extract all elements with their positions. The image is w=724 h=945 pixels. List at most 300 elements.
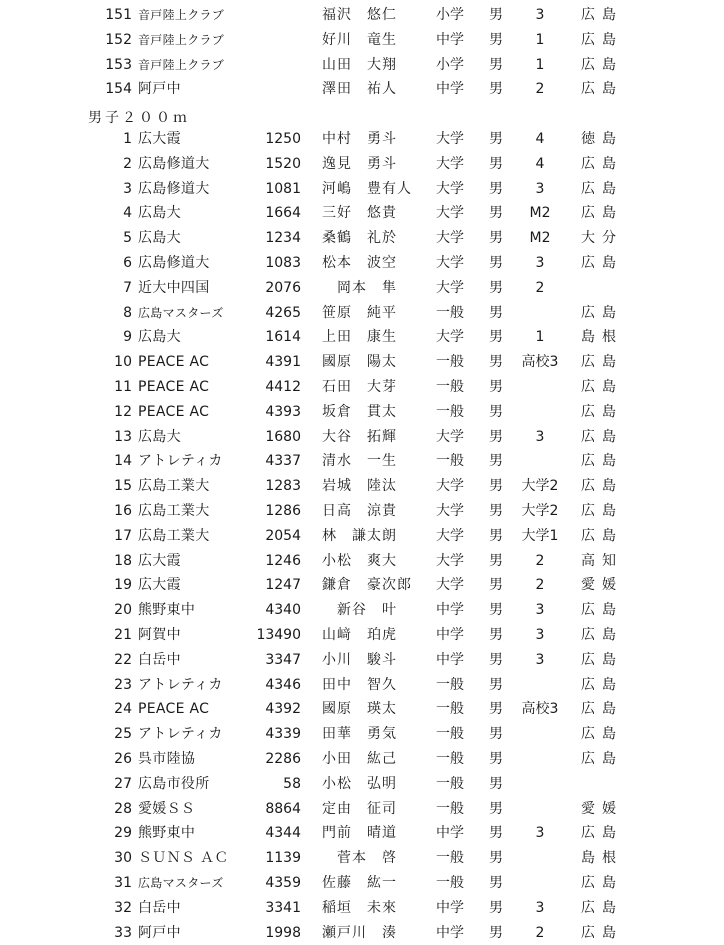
entry-number: 13: [114, 428, 132, 445]
prefecture: 広島: [581, 527, 623, 544]
athlete-name: 國原 陽太: [322, 354, 397, 371]
registration-id: 1286: [265, 503, 301, 519]
registration-id: 4392: [265, 701, 301, 718]
category: 中学: [436, 81, 464, 98]
athlete-name: 稲垣 未來: [322, 899, 397, 916]
sex: 男: [489, 230, 503, 247]
sex: 男: [489, 825, 503, 842]
table-row: [0, 623, 724, 647]
athlete-name: 門前 晴道: [322, 825, 397, 842]
prefecture: 広島: [581, 428, 623, 445]
grade: 大学2: [521, 503, 559, 519]
team-name: 広島工業大: [138, 478, 210, 495]
sex: 男: [489, 775, 503, 792]
grade: 3: [535, 7, 545, 23]
team-name: アトレティカ: [138, 726, 223, 743]
entry-number: 153: [105, 56, 132, 73]
registration-id: 13490: [256, 627, 301, 643]
entry-number: 29: [114, 825, 132, 842]
entry-number: 16: [114, 503, 132, 519]
entry-number: 151: [105, 7, 132, 23]
table-row: [0, 177, 724, 201]
athlete-name: 三好 悠貴: [322, 205, 397, 222]
table-row: [0, 499, 724, 523]
table-row: [0, 152, 724, 176]
table-row: [0, 772, 724, 796]
team-name: 阿戸中: [138, 924, 181, 941]
registration-id: 1250: [265, 131, 301, 147]
sex: 男: [489, 7, 503, 23]
entry-number: 1: [123, 131, 132, 147]
athlete-name: 小川 駿斗: [322, 651, 397, 668]
registration-id: 4340: [265, 602, 301, 619]
athlete-name: 國原 瑛太: [322, 701, 397, 718]
registration-id: 4339: [265, 726, 301, 743]
athlete-name: 小松 弘明: [322, 775, 397, 792]
sex: 男: [489, 552, 503, 569]
entry-number: 22: [114, 651, 132, 668]
team-name: 広大霞: [138, 131, 181, 147]
team-name: 音戸陸上クラブ: [138, 32, 225, 47]
grade: 高校3: [521, 354, 559, 371]
prefecture: 広島: [581, 403, 623, 420]
team-name: 阿賀中: [138, 627, 181, 643]
grade: 3: [535, 899, 545, 916]
grade: 3: [535, 255, 545, 271]
registration-id: 1283: [265, 478, 301, 495]
team-name: 広島大: [138, 205, 181, 222]
prefecture: 広島: [581, 726, 623, 743]
entry-number: 15: [114, 478, 132, 495]
prefecture: 広島: [581, 56, 623, 73]
prefecture: 徳島: [581, 131, 623, 147]
entry-number: 31: [114, 875, 132, 891]
prefecture: 広島: [581, 155, 623, 172]
category: 大学: [436, 279, 464, 296]
registration-id: 1234: [265, 230, 301, 247]
athlete-name: 新谷 叶: [322, 602, 397, 619]
registration-id: 1247: [265, 577, 301, 594]
registration-id: 1680: [265, 428, 301, 445]
entry-number: 5: [123, 230, 132, 247]
entry-number: 12: [114, 403, 132, 420]
athlete-name: 中村 勇斗: [322, 131, 397, 147]
table-row: [0, 846, 724, 870]
table-row: [0, 474, 724, 498]
table-row: [0, 549, 724, 573]
entry-number: 19: [114, 577, 132, 594]
sex: 男: [489, 180, 503, 197]
category: 小学: [436, 7, 464, 23]
category: 一般: [436, 775, 464, 792]
team-name: 熊野東中: [138, 602, 196, 619]
table-row: [0, 226, 724, 250]
sex: 男: [489, 354, 503, 371]
category: 中学: [436, 602, 464, 619]
grade: 1: [535, 329, 545, 346]
category: 一般: [436, 354, 464, 371]
entry-number: 8: [123, 304, 132, 321]
entry-number: 20: [114, 602, 132, 619]
table-row: [0, 573, 724, 597]
team-name: 広島大: [138, 230, 181, 247]
prefecture: 広島: [581, 875, 623, 891]
sex: 男: [489, 131, 503, 147]
entry-number: 25: [114, 726, 132, 743]
table-row: [0, 53, 724, 77]
sex: 男: [489, 726, 503, 743]
prefecture: 広島: [581, 379, 623, 395]
prefecture: 広島: [581, 453, 623, 470]
section-title-men-200m: 男子２００ｍ: [88, 110, 190, 126]
table-row: [0, 921, 724, 945]
grade: 4: [535, 131, 545, 147]
table-row: [0, 127, 724, 151]
grade: 3: [535, 627, 545, 643]
registration-id: 3347: [265, 651, 301, 668]
prefecture: 広島: [581, 180, 623, 197]
registration-id: 4346: [265, 676, 301, 693]
registration-id: 4359: [265, 875, 301, 891]
sex: 男: [489, 379, 503, 395]
athlete-name: 鎌倉 豪次郎: [322, 577, 412, 594]
table-row: [0, 747, 724, 771]
registration-id: 1998: [265, 924, 301, 941]
athlete-name: 逸見 勇斗: [322, 155, 397, 172]
category: 中学: [436, 825, 464, 842]
category: 中学: [436, 899, 464, 916]
sex: 男: [489, 56, 503, 73]
sex: 男: [489, 627, 503, 643]
team-name: 音戸陸上クラブ: [138, 57, 225, 72]
prefecture: 広島: [581, 924, 623, 941]
team-name: PEACE AC: [138, 379, 210, 395]
athlete-name: 定由 征司: [322, 800, 397, 817]
registration-id: 8864: [265, 800, 301, 817]
category: 一般: [436, 453, 464, 470]
team-name: アトレティカ: [138, 676, 223, 693]
category: 一般: [436, 701, 464, 718]
team-name: PEACE AC: [138, 701, 210, 718]
sex: 男: [489, 850, 503, 867]
athlete-name: 河嶋 豊有人: [322, 180, 412, 197]
entry-number: 30: [114, 850, 132, 867]
team-name: 広島マスターズ: [138, 876, 224, 890]
grade: M2: [529, 205, 551, 222]
grade: 2: [535, 577, 545, 594]
grade: 1: [535, 56, 545, 73]
prefecture: 広島: [581, 7, 623, 23]
entry-number: 33: [114, 924, 132, 941]
sex: 男: [489, 428, 503, 445]
prefecture: 広島: [581, 751, 623, 767]
team-name: 呉市陸協: [138, 751, 196, 767]
category: 一般: [436, 875, 464, 891]
registration-id: 2054: [265, 527, 301, 544]
prefecture: 広島: [581, 899, 623, 916]
category: 小学: [436, 56, 464, 73]
team-name: アトレティカ: [138, 453, 223, 470]
prefecture: 島根: [581, 329, 623, 346]
grade: M2: [529, 230, 551, 247]
team-name: 広島工業大: [138, 527, 210, 544]
team-name: 広島修道大: [138, 180, 210, 197]
prefecture: 広島: [581, 354, 623, 371]
athlete-name: 小松 爽大: [322, 552, 397, 569]
sex: 男: [489, 31, 503, 48]
athlete-name: 澤田 祐人: [322, 81, 397, 98]
team-name: 広島大: [138, 329, 181, 346]
athlete-name: 坂倉 貫太: [322, 403, 397, 420]
grade: 3: [535, 428, 545, 445]
category: 大学: [436, 230, 464, 247]
sex: 男: [489, 875, 503, 891]
athlete-name: 田中 智久: [322, 676, 397, 693]
sex: 男: [489, 800, 503, 817]
category: 一般: [436, 800, 464, 817]
grade: 高校3: [521, 701, 559, 718]
team-name: 広島市役所: [138, 775, 210, 792]
category: 大学: [436, 527, 464, 544]
table-row: [0, 797, 724, 821]
team-name: PEACE AC: [138, 403, 210, 420]
athlete-name: 松本 波空: [322, 255, 397, 271]
table-row: [0, 400, 724, 424]
prefecture: 広島: [581, 602, 623, 619]
grade: 4: [535, 155, 545, 172]
entry-number: 28: [114, 800, 132, 817]
grade: 2: [535, 279, 545, 296]
team-name: PEACE AC: [138, 354, 210, 371]
entry-number: 23: [114, 676, 132, 693]
prefecture: 広島: [581, 81, 623, 98]
prefecture: 広島: [581, 205, 623, 222]
team-name: 熊野東中: [138, 825, 196, 842]
athlete-name: 佐藤 紘一: [322, 875, 397, 891]
category: 大学: [436, 428, 464, 445]
athlete-name: 清水 一生: [322, 453, 397, 470]
sex: 男: [489, 205, 503, 222]
prefecture: 広島: [581, 825, 623, 842]
sex: 男: [489, 403, 503, 420]
table-row: [0, 28, 724, 52]
team-name: 阿戸中: [138, 81, 181, 98]
grade: 2: [535, 81, 545, 98]
sex: 男: [489, 503, 503, 519]
athlete-name: 福沢 悠仁: [322, 7, 397, 23]
prefecture: 島根: [581, 850, 623, 867]
category: 大学: [436, 205, 464, 222]
prefecture: 高知: [581, 552, 623, 569]
team-name: 広大霞: [138, 552, 181, 569]
team-name: ＳＵＮＳ ＡＣ: [138, 850, 229, 867]
team-name: 愛媛ＳＳ: [138, 800, 196, 817]
athlete-name: 田華 勇気: [322, 726, 397, 743]
table-row: [0, 648, 724, 672]
table-row: [0, 673, 724, 697]
table-row: [0, 871, 724, 895]
prefecture: 広島: [581, 255, 623, 271]
category: 一般: [436, 850, 464, 867]
category: 大学: [436, 503, 464, 519]
sex: 男: [489, 329, 503, 346]
sex: 男: [489, 701, 503, 718]
sex: 男: [489, 155, 503, 172]
athlete-name: 好川 竜生: [322, 31, 397, 48]
registration-id: 4265: [265, 304, 301, 321]
category: 一般: [436, 726, 464, 743]
prefecture: 広島: [581, 651, 623, 668]
sex: 男: [489, 577, 503, 594]
team-name: 広島工業大: [138, 503, 210, 519]
athlete-name: 桑鶴 礼於: [322, 230, 397, 247]
sex: 男: [489, 279, 503, 296]
entry-number: 4: [123, 205, 132, 222]
team-name: 広島マスターズ: [138, 305, 224, 320]
table-row: [0, 598, 724, 622]
category: 大学: [436, 155, 464, 172]
category: 大学: [436, 577, 464, 594]
athlete-name: 石田 大芽: [322, 379, 397, 395]
category: 一般: [436, 304, 464, 321]
entry-number: 9: [123, 329, 132, 346]
sex: 男: [489, 453, 503, 470]
registration-id: 1664: [265, 205, 301, 222]
prefecture: 愛媛: [581, 800, 623, 817]
registration-id: 58: [283, 775, 301, 792]
team-name: 白岳中: [138, 651, 181, 668]
grade: 2: [535, 924, 545, 941]
table-row: [0, 276, 724, 300]
category: 中学: [436, 31, 464, 48]
table-row: [0, 301, 724, 325]
athlete-name: 林 謙太朗: [322, 527, 397, 544]
prefecture: 広島: [581, 503, 623, 519]
prefecture: 広島: [581, 627, 623, 643]
entry-number: 11: [114, 379, 132, 395]
prefecture: 広島: [581, 478, 623, 495]
entry-number: 3: [123, 180, 132, 197]
category: 大学: [436, 552, 464, 569]
prefecture: 広島: [581, 31, 623, 48]
category: 中学: [436, 651, 464, 668]
sex: 男: [489, 924, 503, 941]
sex: 男: [489, 255, 503, 271]
category: 一般: [436, 751, 464, 767]
entry-number: 2: [123, 155, 132, 172]
athlete-name: 小田 紘己: [322, 751, 397, 767]
athlete-name: 岡本 隼: [322, 279, 397, 296]
entry-number: 6: [123, 255, 132, 271]
grade: 3: [535, 651, 545, 668]
team-name: 広島修道大: [138, 155, 210, 172]
table-row: [0, 896, 724, 920]
sex: 男: [489, 527, 503, 544]
entry-number: 14: [114, 453, 132, 470]
sex: 男: [489, 81, 503, 98]
grade: 1: [535, 31, 545, 48]
athlete-name: 瀬戸川 湊: [322, 924, 397, 941]
entry-number: 18: [114, 552, 132, 569]
table-row: [0, 251, 724, 275]
table-row: [0, 425, 724, 449]
team-name: 広大霞: [138, 577, 181, 594]
team-name: 広島大: [138, 428, 181, 445]
prefecture: 広島: [581, 304, 623, 321]
category: 中学: [436, 627, 464, 643]
entry-number: 26: [114, 751, 132, 767]
entry-number: 10: [114, 354, 132, 371]
category: 大学: [436, 255, 464, 271]
athlete-name: 日高 涼貴: [322, 503, 397, 519]
table-row: [0, 77, 724, 101]
registration-id: 1520: [265, 155, 301, 172]
table-row: [0, 722, 724, 746]
athlete-name: 山﨑 珀虎: [322, 627, 397, 643]
team-name: 白岳中: [138, 899, 181, 916]
entry-number: 7: [123, 279, 132, 296]
grade: 大学2: [521, 478, 559, 495]
grade: 大学1: [521, 527, 559, 544]
category: 一般: [436, 676, 464, 693]
sex: 男: [489, 478, 503, 495]
team-name: 近大中四国: [138, 279, 210, 296]
registration-id: 1139: [265, 850, 301, 867]
sex: 男: [489, 676, 503, 693]
prefecture: 大分: [581, 230, 623, 247]
registration-id: 4393: [265, 403, 301, 420]
table-row: [0, 449, 724, 473]
grade: 3: [535, 180, 545, 197]
registration-id: 1246: [265, 552, 301, 569]
athlete-name: 大谷 拓輝: [322, 428, 397, 445]
registration-id: 4337: [265, 453, 301, 470]
prefecture: 広島: [581, 701, 623, 718]
grade: 3: [535, 825, 545, 842]
table-row: [0, 375, 724, 399]
table-row: [0, 3, 724, 27]
category: 大学: [436, 329, 464, 346]
athlete-name: 上田 康生: [322, 329, 397, 346]
grade: 3: [535, 602, 545, 619]
team-name: 広島修道大: [138, 255, 210, 271]
entry-number: 154: [105, 81, 132, 98]
category: 一般: [436, 403, 464, 420]
sex: 男: [489, 651, 503, 668]
registration-id: 1614: [265, 329, 301, 346]
athlete-name: 笹原 純平: [322, 304, 397, 321]
table-row: [0, 821, 724, 845]
table-row: [0, 524, 724, 548]
entry-number: 27: [114, 775, 132, 792]
table-row: [0, 325, 724, 349]
sex: 男: [489, 751, 503, 767]
registration-id: 2286: [265, 751, 301, 767]
category: 中学: [436, 924, 464, 941]
registration-id: 3341: [265, 899, 301, 916]
category: 大学: [436, 180, 464, 197]
entry-number: 32: [114, 899, 132, 916]
table-row: [0, 697, 724, 721]
prefecture: 愛媛: [581, 577, 623, 594]
athlete-name: 菅本 啓: [322, 850, 397, 867]
category: 一般: [436, 379, 464, 395]
entry-number: 21: [114, 627, 132, 643]
athlete-name: 山田 大翔: [322, 56, 397, 73]
entry-number: 17: [114, 527, 132, 544]
table-row: [0, 201, 724, 225]
registration-id: 2076: [265, 279, 301, 296]
